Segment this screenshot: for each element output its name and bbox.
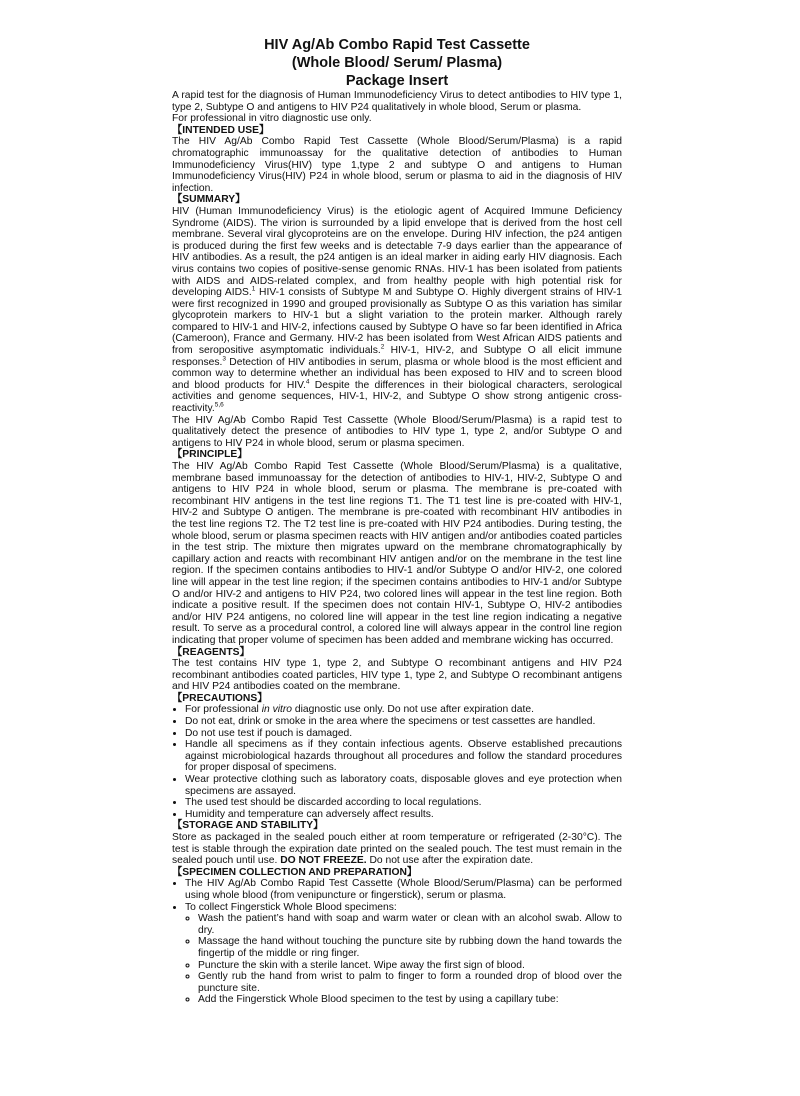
document-title-line-3: Package Insert	[345, 73, 449, 89]
specimen-list	[172, 878, 622, 1006]
intended-use-heading: 【INTENDED USE】	[172, 124, 270, 136]
reference-4: 4	[305, 378, 310, 386]
reference-2: 2	[380, 343, 385, 351]
list-item: ◦ Massage the hand without touching the puncture site by rubbing down the hand towards the fingertip of the middle or ring finger.	[198, 936, 622, 959]
summary-text-1: HIV (Human Immunodeficiency Virus) is the etiologic agent of Acquired Immune Deficiency Syndrome (AIDS). The virion is surrounded by a lipid envelope that is derived from the host cell membrane. Several viral glycoproteins are on the envelope. During HIV infection, the p24 antigen is produced during the first few weeks and is detectable 7-9 days earlier than the appearance of HIV antibodies. As a result, the p24 antigen is an ideal marker in aiding early HIV diagnosis. Each virus contains two copies of positive-sense genomic RNAs. HIV-1 has been isolated from patients with AIDS and AIDS-related complex, and from healthy people with high potential risk for developing AIDS.	[172, 205, 622, 299]
summary-text-2: HIV-1 consists of Subtype M and Subtype O. Highly divergent strains of HIV-1 were first recognized in 1990 and grouped provisionally as Subtype O as this variation has similar glycoprotein markers to HIV-1 but a slight variation to the protein marker. Although rarely compared to HIV-1 and HIV-2, infections caused by Subtype O have so far been identified in Africa (Cameroon), France and Germany. HIV-2 has been isolated from West African AIDS patients and from seropositive asymptomatic individuals.	[172, 287, 623, 357]
precaution-italic-text: in vitro	[261, 704, 293, 716]
list-item: • Do not use test if pouch is damaged.	[185, 728, 622, 740]
reference-5-6: 5,6	[214, 401, 224, 409]
list-item: • Handle all specimens as if they contain infectious agents. Observe established precautions against microbiological hazards throughout all procedures and follow the standard procedures for proper disposal of specimens.	[185, 739, 622, 774]
list-item: ◦ Gently rub the hand from wrist to palm to finger to form a rounded drop of blood over the puncture site.	[198, 971, 622, 994]
storage-text	[172, 832, 622, 867]
specimen-heading: 【SPECIMEN COLLECTION AND PREPARATION】	[172, 866, 418, 878]
intended-use-text: The HIV Ag/Ab Combo Rapid Test Cassette (Whole Blood/Serum/Plasma) is a rapid chromatographic immunoassay for the qualitative detection of antibodies to Human Immunodeficiency Virus(HIV) type 1,type 2 and subtype O and antigens to Human Immunodeficiency Virus(HIV) P24 in whole blood, serum or plasma to aid in the diagnosis of HIV infection.	[172, 136, 622, 194]
summary-paragraph-2: The HIV Ag/Ab Combo Rapid Test Cassette (Whole Blood/Serum/Plasma) is a rapid test to qualitatively detect the presence of antibodies to HIV type 1, type 2, and/or Subtype O and antigens to HIV P24 in whole blood, serum or plasma specimen.	[172, 414, 622, 449]
list-item: ◦ Wash the patient’s hand with soap and warm water or clean with an alcohol swab. Allow to dry.	[198, 913, 622, 936]
summary-text-4: Detection of HIV antibodies in serum, plasma or whole blood is the most efficient and common way to determine whether an individual has been exposed to HIV and to screen blood and blood products for HIV.	[172, 356, 622, 391]
list-item: • Do not eat, drink or smoke in the area where the specimens or test cassettes are handled.	[185, 716, 622, 728]
reagents-text: The test contains HIV type 1, type 2, and Subtype O recombinant antigens and HIV P24 recombinant antibodies coated particles, HIV type 1, type 2, and Subtype O recombinant antigens and HIV P24 antibodies coated on the membrane.	[172, 658, 622, 693]
fingerstick-intro: To collect Fingerstick Whole Blood specimens:	[185, 901, 397, 913]
principle-text: The HIV Ag/Ab Combo Rapid Test Cassette (Whole Blood/Serum/Plasma) is a qualitative, membrane based immunoassay for the detection of antibodies to HIV-1, HIV-2, Subtype O and antigens to HIV P24 in whole blood, serum or plasma. The membrane is pre-coated with recombinant HIV antigens in the test line regions T1. The T1 test line is pre-coated with HIV-1, HIV-2 and Subtype O antigen. The membrane is pre-coated with recombinant HIV antibodies in the test line regions T2. The T2 test line is pre-coated with HIV P24 antibodies. During testing, the whole blood, serum or plasma specimen reacts with HIV antigen and/or antibodies coated particles in the test strip. The mixture then migrates upward on the membrane chromatographically by capillary action and reacts with recombinant HIV antigen and/or on the membrane in the test line region. If the specimen contains antibodies to HIV-1 and/or Subtype O and/or HIV-2, one colored line will appear in the test line region; if the specimen contains antibodies to HIV-1 and/or Subtype O and/or HIV-2 and antigens to HIV P24, two colored lines will appear in the test line region. Both indicate a positive result. If the specimen does not contain HIV-1, Subtype O, HIV-2 antibodies and/or HIV P24 antigens, no colored line will appear in the test line region indicating a negative result. To serve as a procedural control, a colored line will always appear in the control line region indicating that proper volume of specimen has been added and membrane wicking has occurred.	[172, 461, 622, 646]
list-item: • The HIV Ag/Ab Combo Rapid Test Cassette (Whole Blood/Serum/Plasma) can be performed using whole blood (from venipuncture or fingerstick), serum or plasma.	[185, 878, 622, 901]
list-item: • Humidity and temperature can adversely affect results.	[185, 809, 622, 821]
fingerstick-steps-list	[185, 913, 622, 1006]
precaution-text: For professional	[185, 704, 262, 716]
reagents-heading: 【REAGENTS】	[172, 646, 250, 658]
list-item: • The used test should be discarded according to local regulations.	[185, 797, 622, 809]
summary-text-3: HIV-1, HIV-2, and Subtype O all elicit immune responses.	[172, 345, 623, 368]
principle-heading: 【PRINCIPLE】	[172, 449, 248, 461]
list-item: ◦ Puncture the skin with a sterile lancet. Wipe away the first sign of blood.	[198, 960, 622, 972]
storage-text-part: Store as packaged in the sealed pouch either at room temperature or refrigerated (2-30°C). The test is stable through the expiration date printed on the sealed pouch. The test must remain in the sealed pouch until use.	[172, 832, 622, 867]
list-item: ◦ Add the Fingerstick Whole Blood specimen to the test by using a capillary tube:	[198, 994, 622, 1006]
reference-3: 3	[222, 355, 226, 363]
document-title-line-2: (Whole Blood/ Serum/ Plasma)	[291, 55, 503, 71]
document-title-line-1: HIV Ag/Ab Combo Rapid Test Cassette	[264, 37, 530, 53]
summary-paragraph-1	[172, 206, 622, 415]
summary-text-5: Despite the differences in their biological characters, serological activities and genome sequences, HIV-1, HIV-2, and Subtype O show strong antigenic cross-reactivity.	[172, 379, 622, 415]
summary-heading: 【SUMMARY】	[172, 194, 246, 206]
do-not-freeze-warning: DO NOT FREEZE.	[280, 855, 367, 867]
intro-professional-use: For professional in vitro diagnostic use only.	[172, 113, 372, 125]
precautions-list	[172, 704, 622, 820]
list-item	[185, 902, 622, 1006]
storage-heading: 【STORAGE AND STABILITY】	[172, 820, 324, 832]
reference-1: 1	[251, 285, 256, 293]
storage-text-part: Do not use after the expiration date.	[366, 855, 534, 867]
precaution-text: diagnostic use only. Do not use after expiration date.	[292, 704, 534, 716]
package-insert-document	[172, 36, 622, 1006]
precautions-heading: 【PRECAUTIONS】	[172, 692, 268, 704]
list-item	[185, 704, 622, 716]
intro-paragraph: A rapid test for the diagnosis of Human Immunodeficiency Virus to detect antibodies to HIV type 1, type 2, Subtype O and antigens to HIV P24 qualitatively in whole blood, Serum or plasma.	[172, 90, 622, 113]
list-item: • Wear protective clothing such as laboratory coats, disposable gloves and eye protection when specimens are assayed.	[185, 774, 622, 797]
